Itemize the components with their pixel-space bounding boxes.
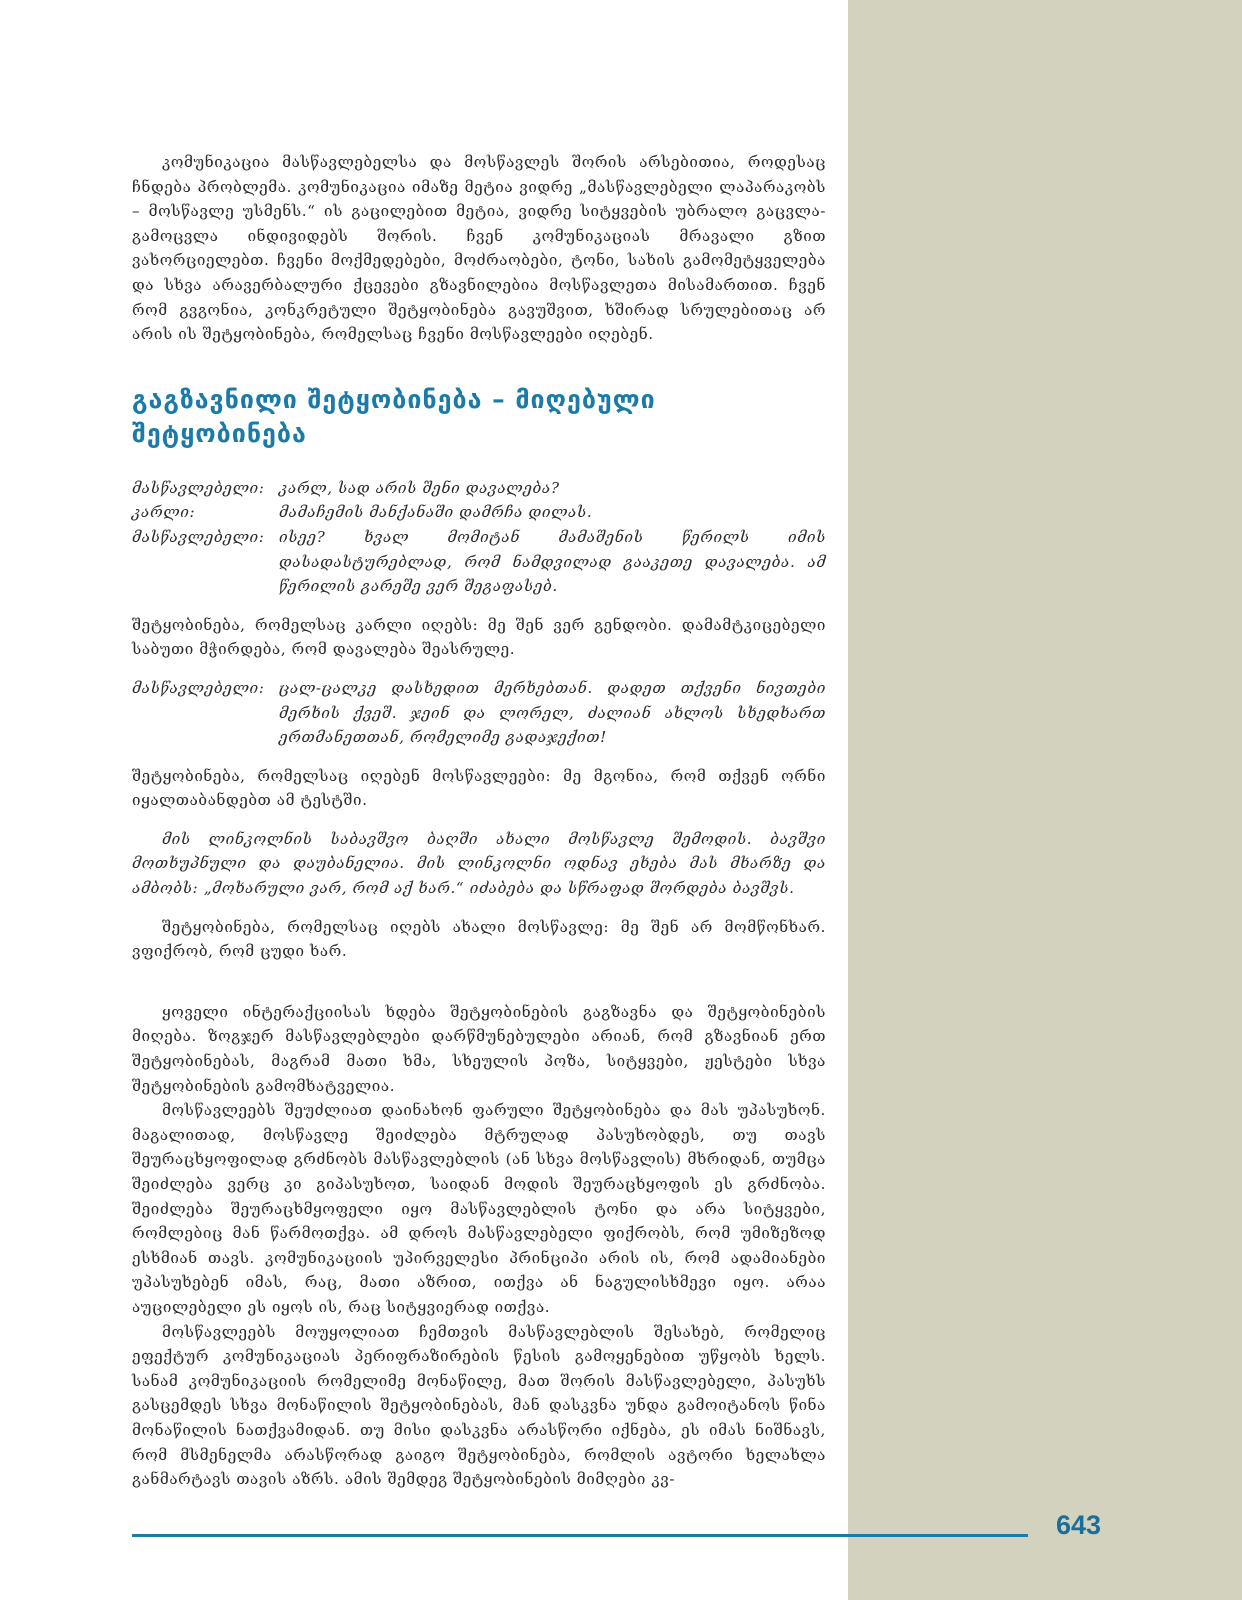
page-number: 643 — [1056, 1510, 1102, 1540]
speaker-label: მასწავლებელი: — [132, 478, 265, 497]
received-message-karl: შეტყობინება, რომელსაც კარლი იღებს: მე შენ ვერ გენდობი. დამამტკიცებელი საბუთი მჭირდება, რომ დავალება შეასრულე. — [132, 615, 826, 659]
dialog-test — [132, 676, 826, 750]
page-content — [132, 150, 826, 1492]
speaker-label: მასწავლებელი: — [132, 678, 265, 697]
dialog-karl — [132, 476, 826, 599]
dialog-text: კარლ, სად არის შენი დავალება? — [279, 478, 560, 497]
dialog-line — [132, 676, 826, 750]
body-paragraph-2: მოსწავლეებს შეუძლიათ დაინახონ ფარული შეტყობინება და მას უპასუხონ. მაგალითად, მოსწავლე შეიძლება მტრულად პასუხობდეს, თუ თავს შეურაცხყოფილად გრძნობს მასწავლებლის (ან სხვა მოსწავლის) მხრიდან, თუმცა შეიძლება ვერც კი გიპასუხოთ, საიდან მოდის შეურაცხყოფის ეს გრძნობა. შეიძლება შეურაცხმყოფელი იყო მასწავლებლის ტონი და არა სიტყვები, რომლებიც მან წარმოთქვა. ამ დროს მასწავლებელი ფიქრობს, რომ უმიზეზოდ ესხმიან თავს. კომუნიკაციის უპირველესი პრინციპი არის ის, რომ ადამიანები უპასუხებენ იმას, რაც, მათი აზრით, ითქვა ან ნაგულისხმევი იყო. არაა აუცილებელი ეს იყოს ის, რაც სიტყვიერად ითქვა. — [132, 1101, 826, 1316]
received-message-new-student: შეტყობინება, რომელსაც იღებს ახალი მოსწავლე: მე შენ არ მომწონხარ. ვფიქრობ, რომ ცუდი ხარ. — [132, 917, 826, 961]
section-heading: გაგზავნილი შეტყობინება – მიღებული შეტყობინება — [132, 384, 656, 448]
received-message-students: შეტყობინება, რომელსაც იღებენ მოსწავლეები: მე მგონია, რომ თქვენ ორნი იყალთაბანდებთ ამ ტესტში. — [132, 766, 826, 810]
body-paragraph-1: ყოველი ინტერაქციისას ხდება შეტყობინების გაგზავნა და შეტყობინების მიღება. ზოგჯერ მასწავლებლები დარწმუნებულები არიან, რომ გზავნიან ერთ შეტყობინებას, მაგრამ მათი ხმა, სხეულის პოზა, სიტყვები, ჟესტები სხვა შეტყობინების გამომხატველია. — [132, 1002, 826, 1095]
dialog-line — [132, 500, 826, 525]
dialog-text: ცალ-ცალკე დასხედით მერხებთან. დადეთ თქვენი ნივთები მერხის ქვეშ. ჯეინ და ლორელ, ძალიან ახლოს სხედხართ ერთმანეთთან, რომელიმე გადაჯექით! — [279, 678, 826, 747]
dialog-line — [132, 525, 826, 599]
dialog-line — [132, 476, 826, 501]
intro-paragraph: კომუნიკაცია მასწავლებელსა და მოსწავლეს შორის არსებითია, როდესაც ჩნდება პრობლემა. კომუნიკაცია იმაზე მეტია ვიდრე „მასწავლებელი ლაპარაკობს – მოსწავლე უსმენს.“ ის გაცილებით მეტია, ვიდრე სიტყვების უბრალო გაცვლა-გამოცვლა ინდივიდებს შორის. ჩვენ კომუნიკაციას მრავალი გზით ვახორციელებთ. ჩვენი მოქმედებები, მოძრაობები, ტონი, სახის გამომეტყველება და სხვა არავერბალური ქცევები გზავნილებია მოსწავლეთა მისამართით. ჩვენ რომ გვგონია, კონკრეტული შეტყობინება გავუშვით, ხშირად სრულებითაც არ არის ის შეტყობინება, რომელსაც ჩვენი მოსწავლეები იღებენ. — [132, 153, 826, 344]
speaker-label: მასწავლებელი: — [132, 527, 265, 546]
story-paragraph: მის ლინკოლნის საბავშვო ბაღში ახალი მოსწავლე შემოდის. ბავშვი მოთხუპნული და დაუბანელია. მის ლინკოლნი ოდნავ ეხება მას მხარზე და ამბობს: „მოხარული ვარ, რომ აქ ხარ.“ იძაბება და სწრაფად შორდება ბავშვს. — [132, 829, 826, 898]
side-color-band — [848, 0, 1242, 1600]
footer-rule — [132, 1534, 1028, 1537]
dialog-text: ისეე? ხვალ მომიტან მამაშენის წერილს იმის დასადასტურებლად, რომ ნამდვილად გააკეთე დავალება. ამ წერილის გარეშე ვერ შეგაფასებ. — [279, 527, 826, 596]
speaker-label: კარლი: — [132, 503, 196, 522]
body-paragraph-3: მოსწავლეებს მოუყოლიათ ჩემთვის მასწავლებლის შესახებ, რომელიც ეფექტურ კომუნიკაციას პერიფრაზირების წესის გამოყენებით უწყობს ხელს. სანამ კომუნიკაციის რომელიმე მონაწილე, მათ შორის მასწავლებელი, პასუხს გასცემდეს სხვა მონაწილის შეტყობინებას, მან დასკვნა უნდა გამოიტანოს წინა მონაწილის ნათქვამიდან. თუ მისი დასკვნა არასწორი იქნება, ეს იმას ნიშნავს, რომ მსმენელმა არასწორად გაიგო შეტყობინება, რომლის ავტორი ხელახლა განმარტავს თავის აზრს. ამის შემდეგ შეტყობინების მიმღები კვ- — [132, 1322, 826, 1489]
dialog-text: მამაჩემის მანქანაში დამრჩა დილას. — [279, 503, 593, 522]
